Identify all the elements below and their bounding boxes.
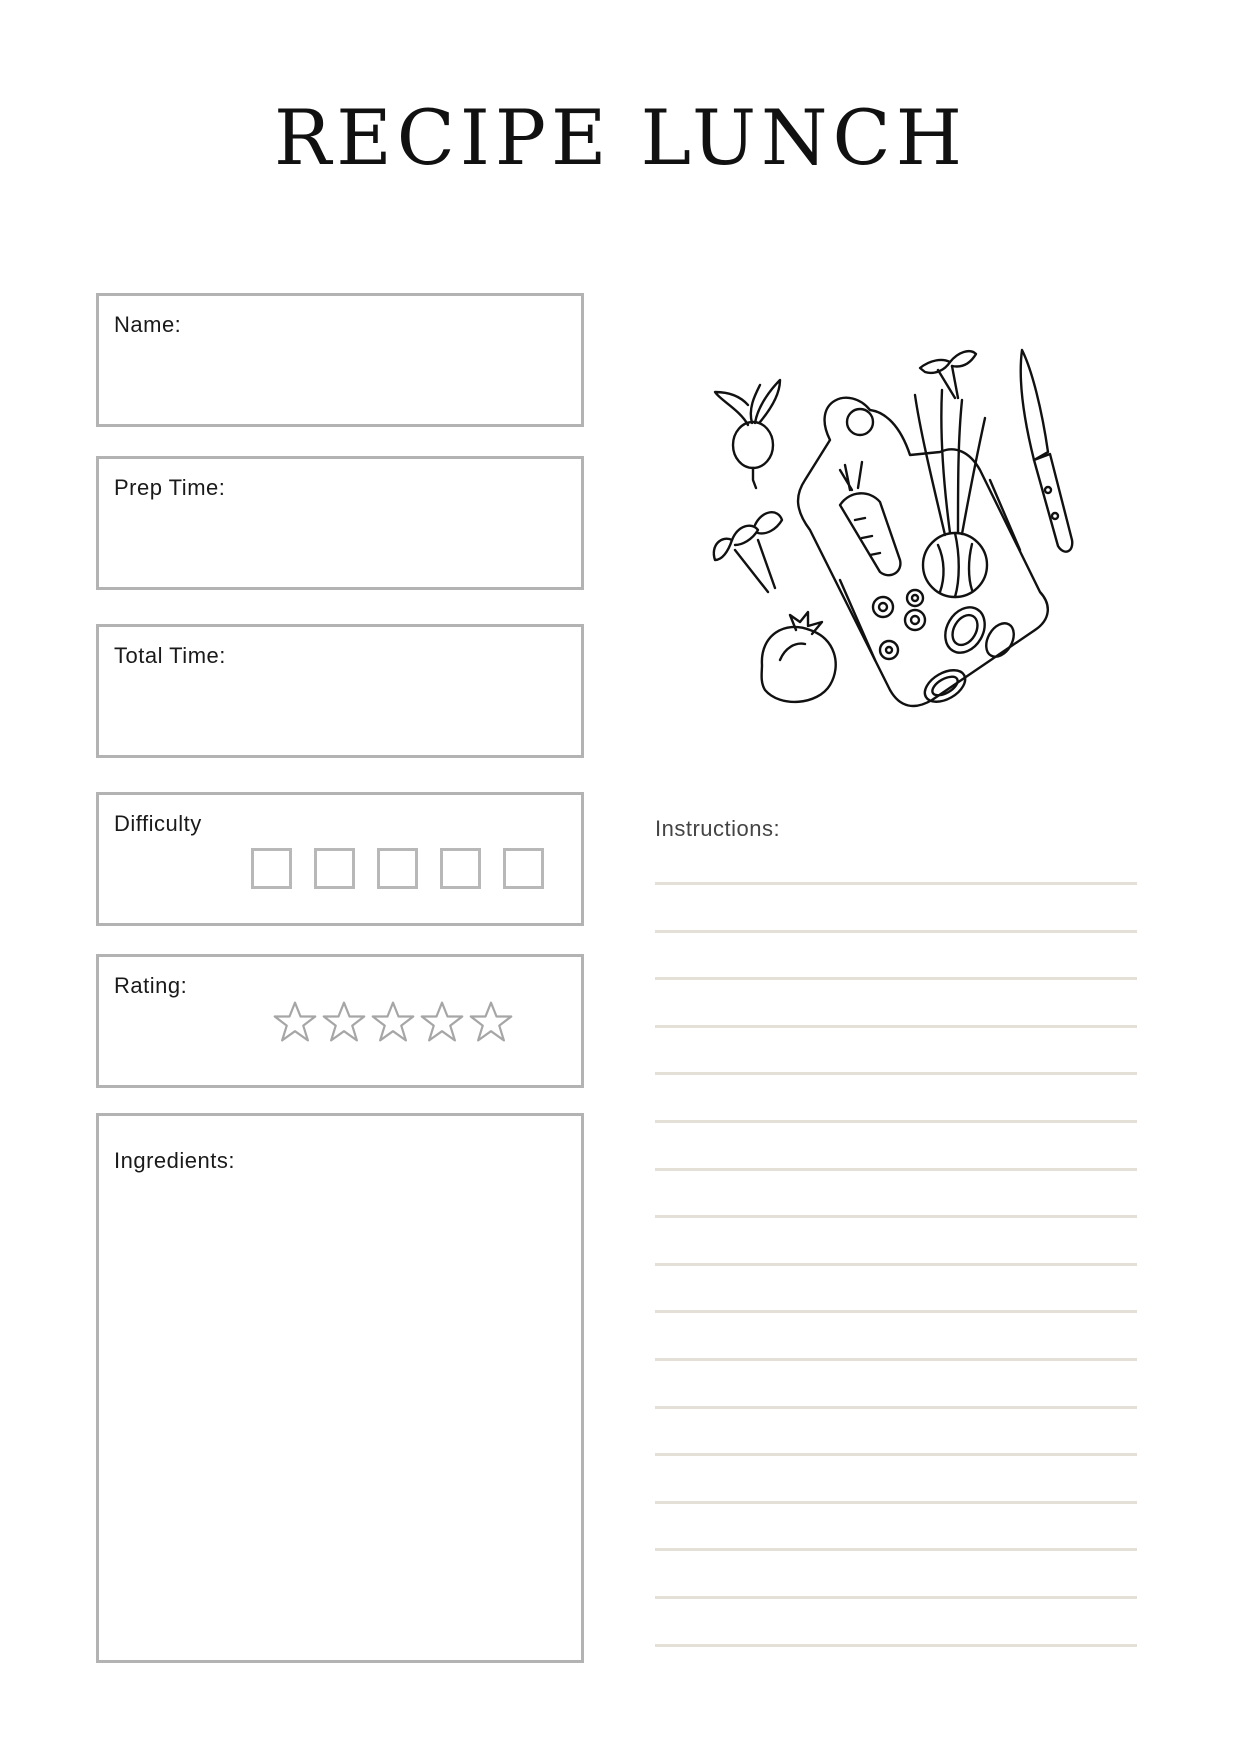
star-icon[interactable] [419,999,465,1045]
instruction-line[interactable] [655,1025,1137,1028]
instruction-line[interactable] [655,1596,1137,1599]
page-title: RECIPE LUNCH [274,93,967,182]
instructions-label: Instructions: [655,816,781,841]
instruction-line[interactable] [655,1072,1137,1075]
difficulty-field [96,792,584,926]
rating-label: Rating: [114,973,188,998]
rating-stars [272,999,514,1045]
instruction-line[interactable] [655,1501,1137,1504]
instruction-line[interactable] [655,1168,1137,1171]
instruction-line[interactable] [655,1453,1137,1456]
difficulty-checkbox[interactable] [251,848,292,889]
name-label: Name: [114,312,182,337]
star-icon[interactable] [468,999,514,1045]
difficulty-checkbox[interactable] [314,848,355,889]
difficulty-checkbox[interactable] [503,848,544,889]
instruction-line[interactable] [655,1548,1137,1551]
instruction-line[interactable] [655,1215,1137,1218]
instruction-line[interactable] [655,977,1137,980]
rating-field [96,954,584,1088]
total-time-field[interactable] [96,624,584,758]
difficulty-checkbox[interactable] [440,848,481,889]
difficulty-label: Difficulty [114,811,202,836]
cutting-board-vegetables-illustration [700,330,1100,730]
star-icon[interactable] [321,999,367,1045]
difficulty-checkbox[interactable] [377,848,418,889]
instruction-line[interactable] [655,930,1137,933]
instruction-line[interactable] [655,1406,1137,1409]
instruction-line[interactable] [655,882,1137,885]
difficulty-checkboxes [251,848,544,889]
total-time-label: Total Time: [114,643,226,668]
instruction-line[interactable] [655,1358,1137,1361]
instruction-line[interactable] [655,1310,1137,1313]
ingredients-label: Ingredients: [114,1148,235,1173]
instruction-line[interactable] [655,1263,1137,1266]
prep-time-field[interactable] [96,456,584,590]
ingredients-field[interactable] [96,1113,584,1663]
name-field[interactable] [96,293,584,427]
instruction-line[interactable] [655,1120,1137,1123]
star-icon[interactable] [272,999,318,1045]
prep-time-label: Prep Time: [114,475,226,500]
star-icon[interactable] [370,999,416,1045]
instruction-line[interactable] [655,1644,1137,1647]
